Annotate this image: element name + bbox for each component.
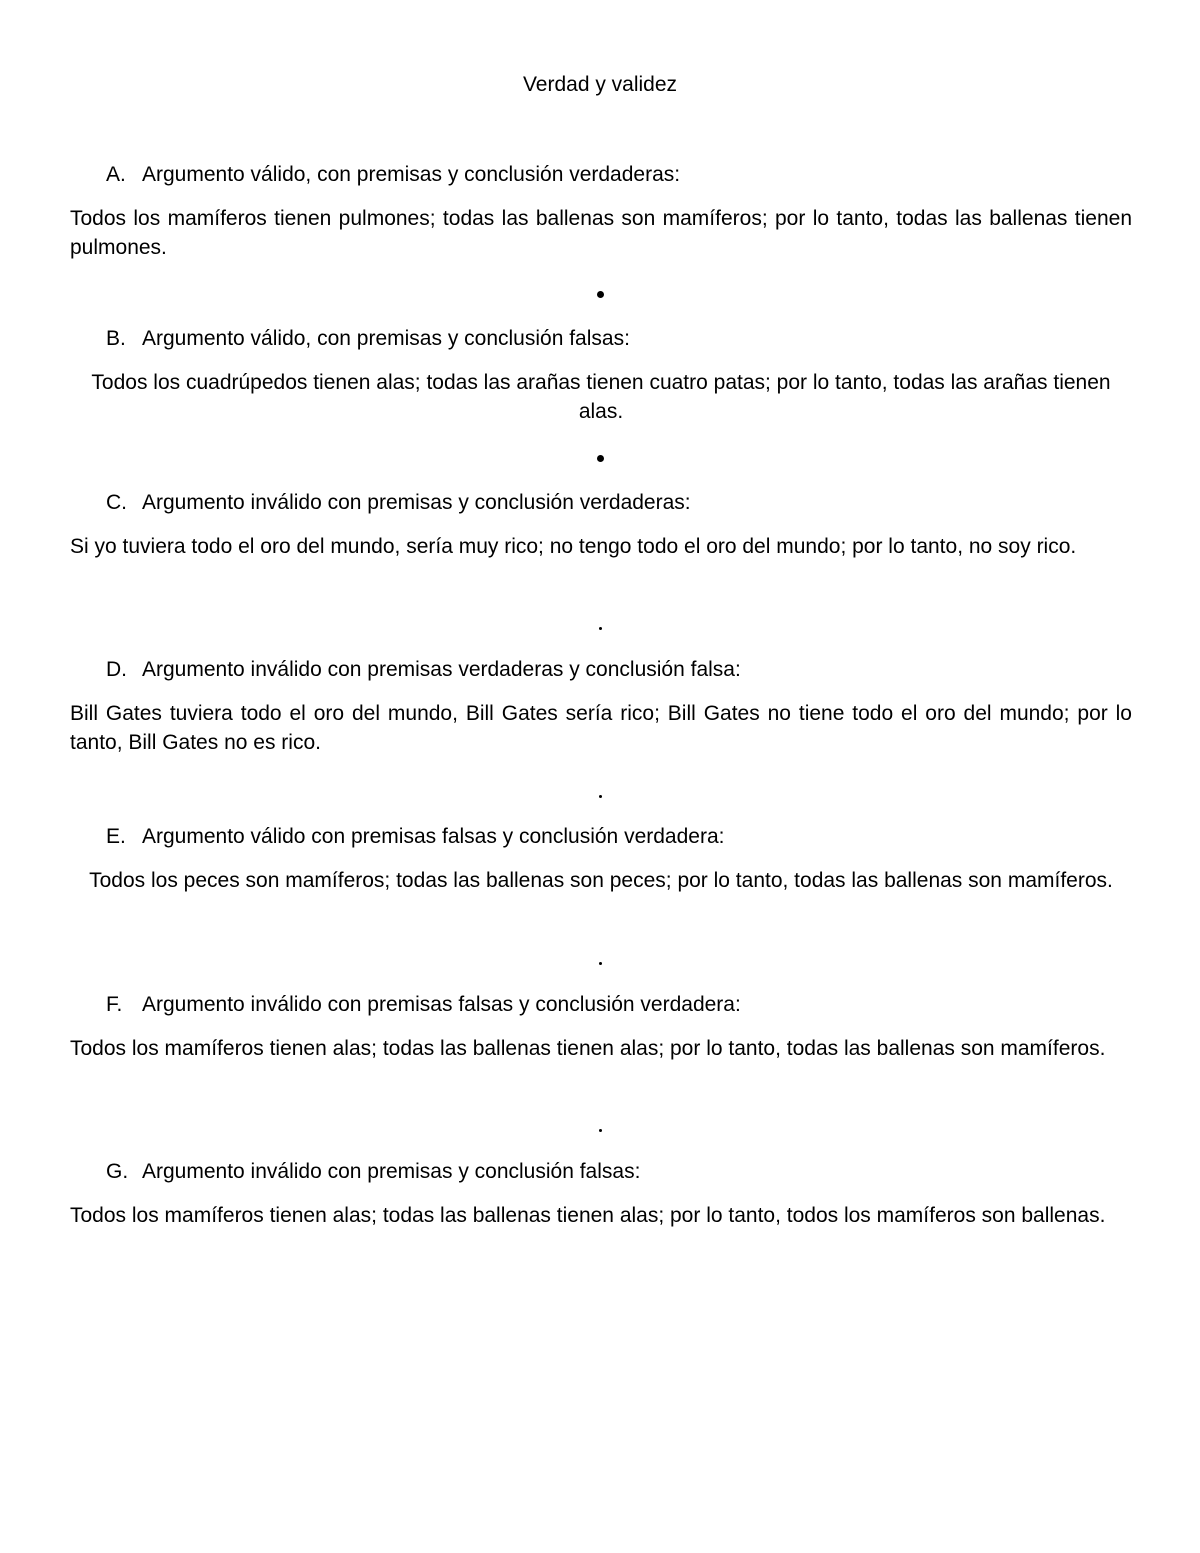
section-heading [70, 160, 1132, 190]
section-heading [70, 655, 1132, 685]
section-heading-text: Argumento inválido con premisas falsas y conclusión verdadera: [142, 993, 741, 1016]
section-heading [70, 822, 1132, 852]
section-letter: G. [106, 1160, 129, 1183]
section-letter: F. [106, 993, 123, 1016]
section-body: Bill Gates tuviera todo el oro del mundo, Bill Gates sería rico; Bill Gates no tiene todo el oro del mundo; por lo tanto, Bill Gates no es rico. [70, 702, 1132, 754]
section-g [70, 1157, 1132, 1230]
section-heading-text: Argumento inválido con premisas y conclusión verdaderas: [142, 491, 691, 514]
separator-bullet [0, 953, 1200, 969]
section-c [70, 488, 1132, 561]
section-body: Todos los peces son mamíferos; todas las ballenas son peces; por lo tanto, todas las ballenas son mamíferos. [89, 869, 1113, 892]
section-heading [70, 324, 1132, 354]
section-body: Si yo tuviera todo el oro del mundo, sería muy rico; no tengo todo el oro del mundo; por lo tanto, no soy rico. [70, 535, 1077, 558]
section-body: Todos los mamíferos tienen alas; todas las ballenas tienen alas; por lo tanto, todos los mamíferos son ballenas. [70, 1204, 1106, 1227]
section-letter: C. [106, 491, 127, 514]
section-heading [70, 990, 1132, 1020]
section-heading-text: Argumento válido, con premisas y conclusión falsas: [142, 327, 630, 350]
separator-bullet [0, 618, 1200, 634]
section-body: Todos los mamíferos tienen alas; todas las ballenas tienen alas; por lo tanto, todas las ballenas son mamíferos. [70, 1037, 1106, 1060]
section-letter: D. [106, 658, 127, 681]
separator-bullet [0, 1120, 1200, 1136]
section-heading [70, 1157, 1132, 1187]
section-letter: B. [106, 327, 126, 350]
page-title: Verdad y validez [522, 73, 678, 96]
section-e [70, 822, 1132, 895]
separator-bullet [0, 786, 1200, 802]
section-heading-text: Argumento inválido con premisas verdaderas y conclusión falsa: [142, 658, 741, 681]
section-f [70, 990, 1132, 1063]
section-heading-text: Argumento válido con premisas falsas y conclusión verdadera: [142, 825, 725, 848]
section-d [70, 655, 1132, 757]
separator-bullet [0, 450, 1200, 466]
section-a [70, 160, 1132, 262]
section-heading-text: Argumento inválido con premisas y conclusión falsas: [142, 1160, 641, 1183]
section-body: Todos los cuadrúpedos tienen alas; todas las arañas tienen cuatro patas; por lo tanto, todas las arañas tienen alas. [91, 371, 1111, 423]
section-letter: A. [106, 163, 126, 186]
section-heading-text: Argumento válido, con premisas y conclusión verdaderas: [142, 163, 681, 186]
section-letter: E. [106, 825, 126, 848]
section-b [70, 324, 1132, 426]
section-heading [70, 488, 1132, 518]
separator-bullet [0, 286, 1200, 302]
section-body: Todos los mamíferos tienen pulmones; todas las ballenas son mamíferos; por lo tanto, todas las ballenas tienen pulmones. [70, 207, 1132, 259]
